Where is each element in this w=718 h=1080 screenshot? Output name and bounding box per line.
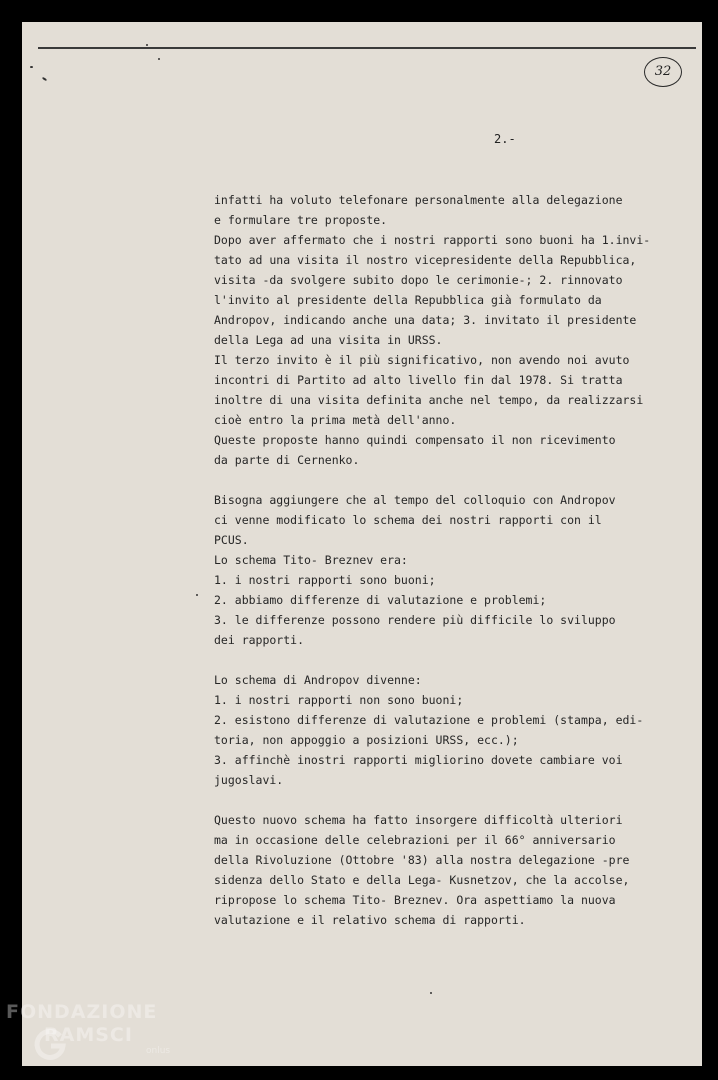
- text-line: 1. i nostri rapporti sono buoni;: [214, 573, 436, 587]
- text-line: PCUS.: [214, 533, 249, 547]
- watermark-line-1: FONDAZIONE: [6, 1001, 158, 1023]
- text-line: l'invito al presidente della Repubblica già formulato da: [214, 293, 602, 307]
- text-line: della Lega ad una visita in URSS.: [214, 333, 443, 347]
- text-line: toria, non appoggio a posizioni URSS, ecc.);: [214, 733, 519, 747]
- ink-speck: [146, 44, 148, 46]
- text-line: jugoslavi.: [214, 773, 284, 787]
- text-line: sidenza dello Stato e della Lega- Kusnetzov, che la accolse,: [214, 873, 630, 887]
- document-page: [22, 22, 702, 1066]
- text-line: della Rivoluzione (Ottobre '83) alla nostra delegazione -pre: [214, 853, 630, 867]
- text-line: Questo nuovo schema ha fatto insorgere difficoltà ulteriori: [214, 813, 623, 827]
- text-line: 3. le differenze possono rendere più difficile lo sviluppo: [214, 613, 616, 627]
- blank-line: [214, 790, 654, 810]
- text-line: 3. affinchè inostri rapporti migliorino dovete cambiare voi: [214, 753, 623, 767]
- text-line: ma in occasione delle celebrazioni per il 66° anniversario: [214, 833, 616, 847]
- text-line: ripropose lo schema Tito- Breznev. Ora aspettiamo la nuova: [214, 893, 616, 907]
- text-line: Il terzo invito è il più significativo, non avendo noi avuto: [214, 353, 630, 367]
- text-line: da parte di Cernenko.: [214, 453, 360, 467]
- text-line: cioè entro la prima metà dell'anno.: [214, 413, 457, 427]
- watermark-line-2: RAMSCI: [44, 1024, 133, 1046]
- blank-line: [214, 470, 654, 490]
- text-line: Andropov, indicando anche una data; 3. invitato il presidente: [214, 313, 637, 327]
- ink-speck: [430, 992, 432, 994]
- top-rule: [38, 47, 696, 49]
- text-line: 1. i nostri rapporti non sono buoni;: [214, 693, 464, 707]
- text-line: e formulare tre proposte.: [214, 213, 388, 227]
- text-line: incontri di Partito ad alto livello fin dal 1978. Si tratta: [214, 373, 623, 387]
- ink-speck: [196, 594, 198, 596]
- watermark-line-3: onlus: [146, 1046, 171, 1056]
- text-line: Bisogna aggiungere che al tempo del colloquio con Andropov: [214, 493, 616, 507]
- text-line: Dopo aver affermato che i nostri rapporti sono buoni ha 1.invi-: [214, 233, 651, 247]
- text-line: visita -da svolgere subito dopo le cerimonie-; 2. rinnovato: [214, 273, 623, 287]
- text-line: valutazione e il relativo schema di rapporti.: [214, 913, 526, 927]
- ink-speck: [30, 66, 33, 68]
- archive-page-number: 32: [644, 57, 682, 87]
- blank-line: [214, 650, 654, 670]
- text-line: tato ad una visita il nostro vicepresidente della Repubblica,: [214, 253, 637, 267]
- text-line: dei rapporti.: [214, 633, 305, 647]
- text-line: infatti ha voluto telefonare personalmente alla delegazione: [214, 193, 623, 207]
- text-line: 2. abbiamo differenze di valutazione e problemi;: [214, 593, 547, 607]
- watermark-logo: [6, 1000, 176, 1070]
- text-line: inoltre di una visita definita anche nel tempo, da realizzarsi: [214, 393, 644, 407]
- text-line: Lo schema di Andropov divenne:: [214, 673, 422, 687]
- text-line: ci venne modificato lo schema dei nostri rapporti con il: [214, 513, 602, 527]
- text-line: Lo schema Tito- Breznev era:: [214, 553, 408, 567]
- text-line: Queste proposte hanno quindi compensato il non ricevimento: [214, 433, 616, 447]
- ink-speck: [158, 58, 160, 60]
- ink-speck: [42, 77, 47, 82]
- typed-body-text: [214, 190, 654, 930]
- g-logo-icon: [32, 1026, 68, 1062]
- text-line: 2. esistono differenze di valutazione e problemi (stampa, edi-: [214, 713, 644, 727]
- page-number: 2.-: [494, 132, 516, 146]
